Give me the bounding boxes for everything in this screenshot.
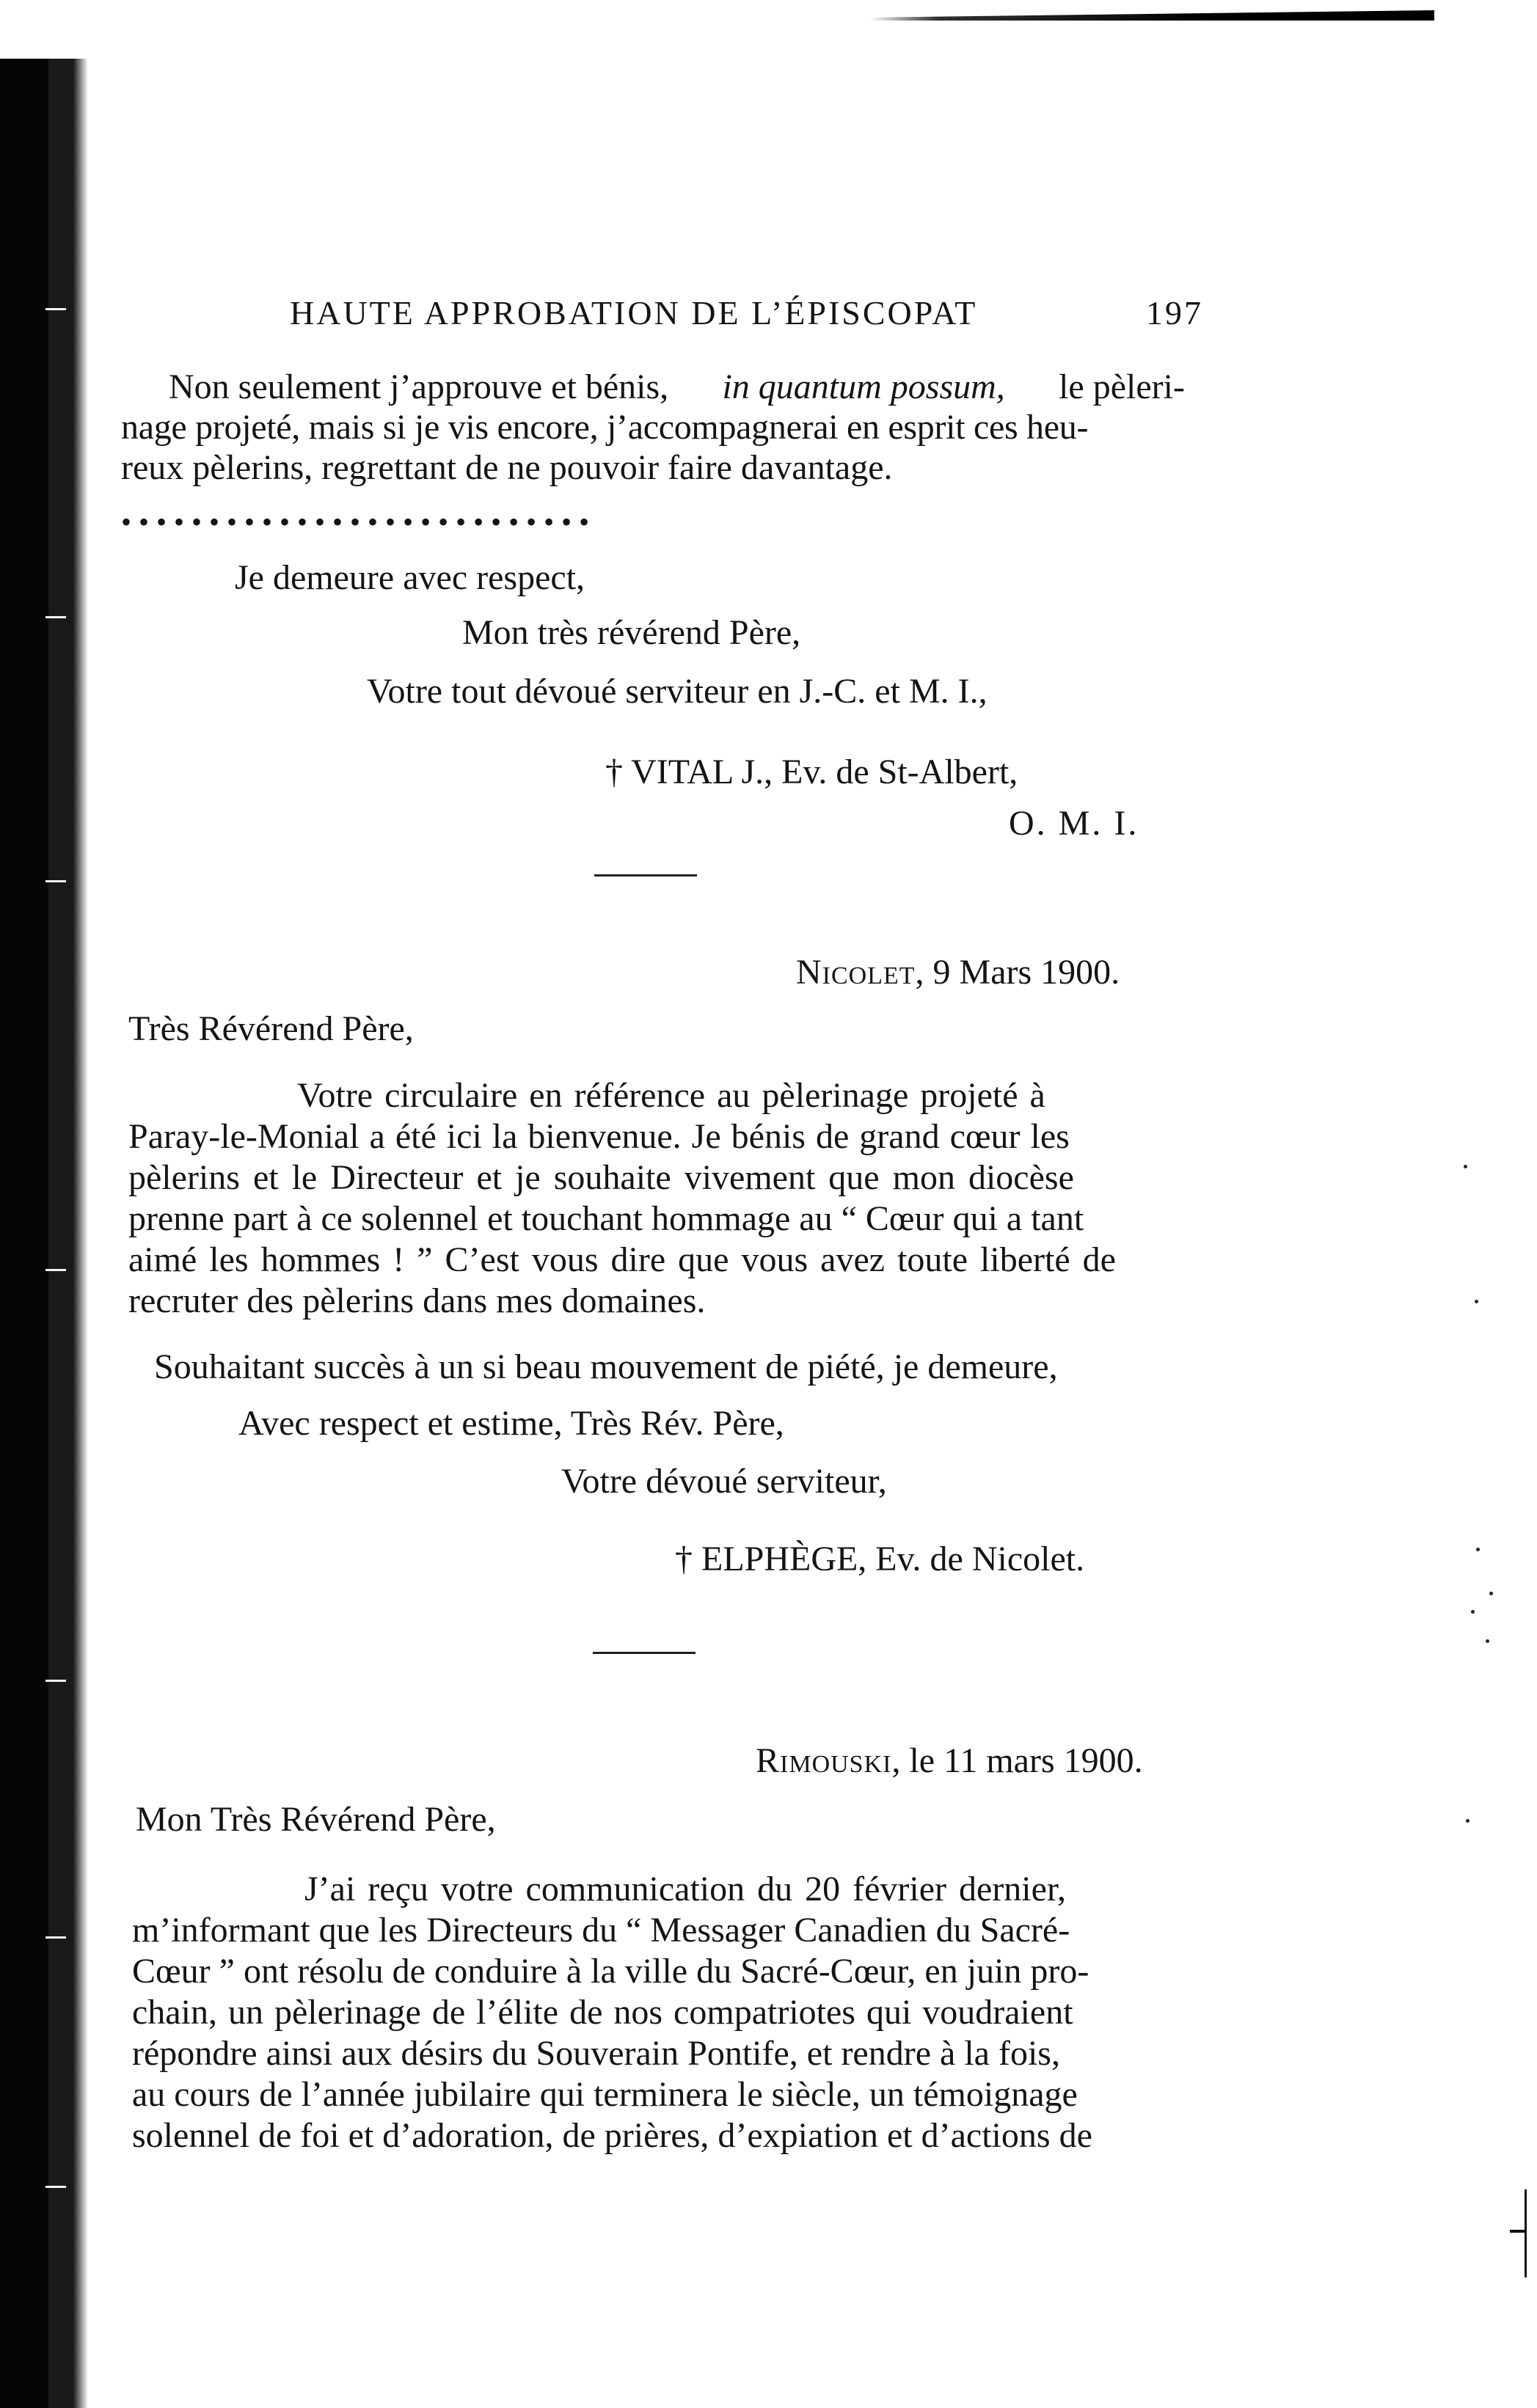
letter1-closing-2: Mon très révérend Père, [462,613,801,652]
letter1-line-3: reux pèlerins, regrettant de ne pouvoir faire davantage. [121,448,893,487]
letter1-closing-1: Je demeure avec respect, [235,558,585,597]
letter3-body-line-1: J’ai reçu votre communication du 20 février dernier, [304,1870,1067,1909]
letter2-closing-2: Avec respect et estime, Très Rév. Père, [238,1404,784,1443]
scan-speck [1475,1300,1478,1303]
letter1-closing-3: Votre tout dévoué serviteur en J.-C. et M. I., [367,672,987,711]
scan-speck [1486,1639,1489,1643]
letter2-body-line-1: Votre circulaire en référence au pèlerinage projeté à [297,1076,1045,1115]
letter2-signature: † ELPHÈGE, Ev. de Nicolet. [675,1540,1085,1578]
letter1-line-1 [169,367,1185,407]
top-scan-rule [869,10,1434,21]
letter2-closing-3: Votre dévoué serviteur, [561,1462,887,1501]
letter2-body-line-5: aimé les hommes ! ” C’est vous dire que vous avez toute liberté de [128,1240,1116,1279]
scan-speck [1464,1165,1467,1168]
letter2-date: , 9 Mars 1900. [915,953,1120,992]
letter2-place: Nicolet [796,953,916,992]
letter2-body-line-3: pèlerins et le Directeur et je souhaite vivement que mon diocèse [128,1158,1074,1197]
scanned-page-edge [0,59,139,2408]
scan-speck [1471,1610,1475,1614]
letter2-salutation: Très Révérend Père, [128,1009,414,1048]
separator-rule-2 [593,1652,696,1654]
letter2-body-line-2: Paray-le-Monial a été ici la bienvenue. Je bénis de grand cœur les [128,1117,1070,1156]
page-number: 197 [1146,294,1203,332]
letter3-body-line-4: chain, un pèlerinage de l’élite de nos compatriotes qui voudraient [132,1993,1073,2032]
letter1-signature: † VITAL J., Ev. de St-Albert, [605,753,1018,791]
letter2-closing-1: Souhaitant succès à un si beau mouvement de piété, je demeure, [154,1347,1058,1386]
letter3-salutation: Mon Très Révérend Père, [136,1800,496,1839]
letter1-text-b: le pèleri- [1059,367,1185,406]
running-head-title: HAUTE APPROBATION DE L’ÉPISCOPAT [290,294,978,332]
letter3-body-line-7: solennel de foi et d’adoration, de prières, d’expiation et d’actions de [132,2116,1092,2155]
scan-speck [1489,1592,1493,1595]
letter3-body-line-3: Cœur ” ont résolu de conduire à la ville du Sacré-Cœur, en juin pro- [132,1952,1089,1991]
letter1-text-a: Non seulement j’approuve et bénis, [169,367,669,406]
letter3-body-line-5: répondre ainsi aux désirs du Souverain Pontife, et rendre à la fois, [132,2034,1060,2073]
letter1-latin-phrase: in quantum possum, [722,367,1005,406]
letter3-date: , le 11 mars 1900. [891,1741,1143,1780]
letter3-body-line-6: au cours de l’année jubilaire qui terminera le siècle, un témoignage [132,2075,1078,2114]
separator-rule-1 [594,874,697,877]
scan-mark [1525,2189,1527,2277]
ellipsis-row: • • • • • • • • • • • • • • • • • • • • • • • • • • • [121,505,590,538]
scan-mark [1510,2230,1525,2233]
letter3-dateline [756,1741,1143,1781]
scan-speck [1466,1819,1470,1823]
scan-speck [1476,1548,1480,1551]
letter3-body-line-2: m’informant que les Directeurs du “ Messager Canadien du Sacré- [132,1911,1070,1950]
letter2-body-line-4: prenne part à ce solennel et touchant hommage au “ Cœur qui a tant [128,1199,1084,1238]
letter1-signature-order: O. M. I. [1009,804,1139,843]
letter1-line-2: nage projeté, mais si je vis encore, j’accompagnerai en esprit ces heu- [121,408,1089,447]
letter2-dateline [796,952,1120,992]
running-head [290,293,1203,332]
letter3-place: Rimouski [756,1741,892,1780]
letter2-body-line-6: recruter des pèlerins dans mes domaines. [128,1281,706,1320]
